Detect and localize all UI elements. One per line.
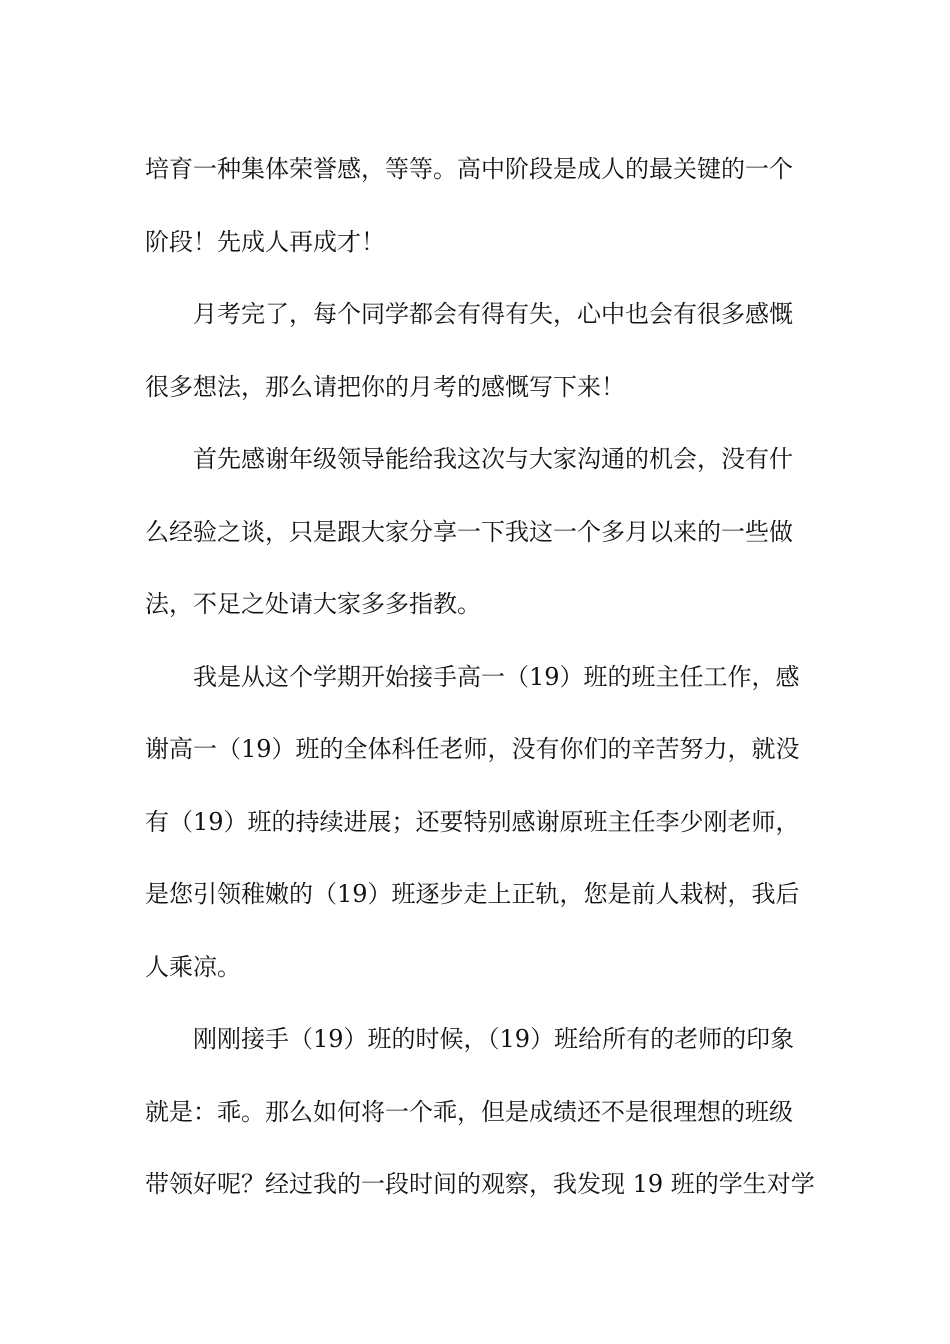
paragraph-start-line: 刚刚接手（19）班的时候，（19）班给所有的老师的印象 bbox=[193, 1025, 795, 1053]
text-line: 培育一种集体荣誉感，等等。高中阶段是成人的最关键的一个 bbox=[145, 155, 793, 183]
text-line: 很多想法，那么请把你的月考的感慨写下来！ bbox=[145, 372, 625, 401]
paragraph-start-line: 首先感谢年级领导能给我这次与大家沟通的机会，没有什 bbox=[193, 445, 793, 473]
document-body bbox=[145, 133, 815, 1221]
text-line: 法，不足之处请大家多多指教。 bbox=[145, 590, 481, 618]
text-line: 就是：乖。那么如何将一个乖，但是成绩还不是很理想的班级 bbox=[145, 1097, 793, 1126]
text-line: 谢高一（19）班的全体科任老师，没有你们的辛苦努力，就没 bbox=[145, 735, 800, 763]
text-line: 么经验之谈，只是跟大家分享一下我这一个多月以来的一些做 bbox=[145, 517, 793, 546]
paragraph-start-line: 月考完了，每个同学都会有得有失，心中也会有很多感慨 bbox=[193, 300, 793, 328]
paragraph-start-line: 我是从这个学期开始接手高一（19）班的班主任工作，感 bbox=[193, 662, 800, 691]
text-line: 是您引领稚嫩的（19）班逐步走上正轨，您是前人栽树，我后 bbox=[145, 880, 800, 908]
text-line: 带领好呢？经过我的一段时间的观察，我发现 19 班的学生对学 bbox=[145, 1170, 815, 1198]
text-line: 阶段！先成人再成才！ bbox=[145, 227, 385, 256]
text-line: 有（19）班的持续进展；还要特别感谢原班主任李少刚老师， bbox=[145, 807, 800, 836]
text-line: 人乘凉。 bbox=[145, 952, 241, 981]
